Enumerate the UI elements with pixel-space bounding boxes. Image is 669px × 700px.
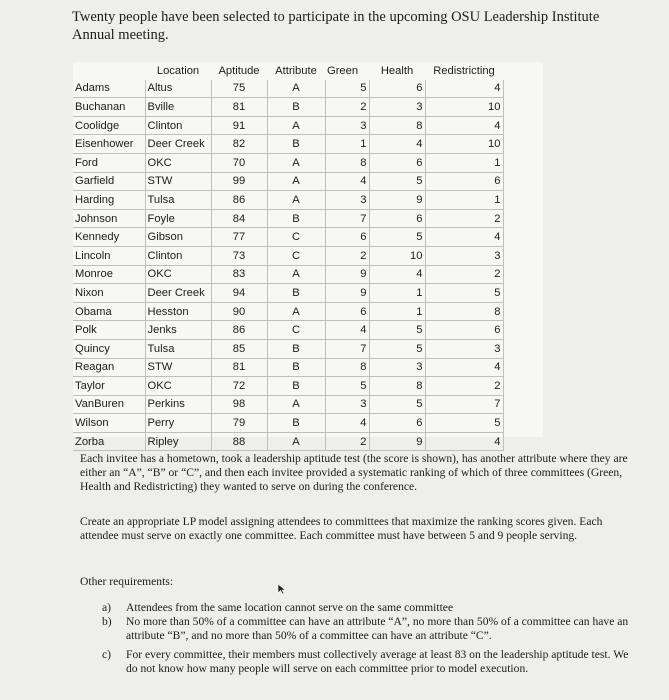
cell-aptitude: 99: [211, 172, 267, 191]
cell-green: 8: [325, 358, 369, 377]
cell-green: 3: [325, 395, 369, 414]
cell-name: Polk: [73, 321, 145, 340]
cell-green: 1: [325, 135, 369, 154]
cell-green: 3: [325, 116, 369, 135]
cell-green: 4: [325, 172, 369, 191]
header-aptitude: Aptitude: [218, 64, 260, 77]
cell-redistricting: 4: [425, 116, 503, 135]
cell-redistricting: 6: [425, 321, 503, 340]
intro-text: Twenty people have been selected to participate in the upcoming OSU Leadership Institute Annual meeting.: [72, 9, 600, 43]
cell-green: 6: [325, 228, 369, 247]
cell-attribute: A: [267, 395, 325, 414]
cell-name: Quincy: [73, 339, 145, 358]
cell-location: OKC: [145, 153, 211, 172]
cell-health: 5: [369, 321, 425, 340]
cell-health: 5: [369, 339, 425, 358]
cell-location: Bville: [145, 98, 211, 117]
cell-health: 6: [369, 414, 425, 433]
cell-green: 4: [325, 321, 369, 340]
cell-location: OKC: [145, 377, 211, 396]
cell-health: 6: [369, 153, 425, 172]
cell-redistricting: 1: [425, 191, 503, 210]
cell-name: Kennedy: [73, 228, 145, 247]
cell-attribute: A: [267, 116, 325, 135]
cell-attribute: C: [267, 246, 325, 265]
header-redistricting: Redistricting: [433, 64, 495, 77]
cell-attribute: A: [267, 302, 325, 321]
table-row: [73, 432, 503, 451]
cell-location: Jenks: [145, 321, 211, 340]
cell-location: Deer Creek: [145, 284, 211, 303]
table-row: [73, 377, 503, 396]
cell-health: 1: [369, 302, 425, 321]
cell-health: 3: [369, 98, 425, 117]
table-row: [73, 284, 503, 303]
cell-health: 10: [369, 246, 425, 265]
cell-aptitude: 86: [211, 321, 267, 340]
cell-redistricting: 10: [425, 135, 503, 154]
cell-green: 5: [325, 377, 369, 396]
cell-aptitude: 83: [211, 265, 267, 284]
cell-name: Taylor: [73, 377, 145, 396]
cell-redistricting: 3: [425, 339, 503, 358]
cell-location: STW: [145, 172, 211, 191]
cell-green: 5: [325, 80, 369, 98]
cell-location: STW: [145, 358, 211, 377]
cell-aptitude: 77: [211, 228, 267, 247]
cell-aptitude: 84: [211, 209, 267, 228]
cell-aptitude: 81: [211, 358, 267, 377]
header-attribute: Attribute: [275, 64, 317, 77]
cell-location: Tulsa: [145, 191, 211, 210]
cell-health: 5: [369, 172, 425, 191]
cell-green: 2: [325, 432, 369, 451]
cell-attribute: B: [267, 358, 325, 377]
table-row: [73, 80, 503, 98]
cell-aptitude: 88: [211, 432, 267, 451]
cell-green: 7: [325, 209, 369, 228]
cell-attribute: A: [267, 265, 325, 284]
cell-redistricting: 4: [425, 80, 503, 98]
cell-redistricting: 10: [425, 98, 503, 117]
requirement-a: [102, 601, 637, 615]
cell-name: Reagan: [73, 358, 145, 377]
cell-name: Obama: [73, 302, 145, 321]
table-row: [73, 339, 503, 358]
cell-redistricting: 2: [425, 209, 503, 228]
cell-aptitude: 82: [211, 135, 267, 154]
cell-green: 3: [325, 191, 369, 210]
cell-name: Ford: [73, 153, 145, 172]
cell-attribute: C: [267, 321, 325, 340]
mouse-cursor-icon: [277, 583, 287, 595]
requirement-c: [102, 648, 637, 676]
cell-attribute: A: [267, 172, 325, 191]
cell-health: 9: [369, 432, 425, 451]
requirement-b: [102, 615, 637, 643]
cell-name: Adams: [73, 80, 145, 98]
cell-name: VanBuren: [73, 395, 145, 414]
table-row: [73, 302, 503, 321]
cell-location: Foyle: [145, 209, 211, 228]
cell-name: Coolidge: [73, 116, 145, 135]
cell-location: Altus: [145, 80, 211, 98]
requirement-text: For every committee, their members must collectively average at least 83 on the leadership aptitude test. We do not know how many people will serve on each committee prior to model execution.: [126, 648, 629, 675]
cell-health: 3: [369, 358, 425, 377]
cell-aptitude: 90: [211, 302, 267, 321]
cell-health: 6: [369, 209, 425, 228]
cell-name: Eisenhower: [73, 135, 145, 154]
cell-location: Perkins: [145, 395, 211, 414]
cell-location: OKC: [145, 265, 211, 284]
cell-attribute: B: [267, 414, 325, 433]
cell-name: Lincoln: [73, 246, 145, 265]
cell-attribute: B: [267, 339, 325, 358]
table-row: [73, 191, 503, 210]
task-paragraph: Create an appropriate LP model assigning attendees to committees that maximize the ranking scores given. Each attendee must serve on exactly one committee. Each committee must have between 5 and 9 people serving.: [80, 515, 603, 543]
cell-health: 5: [369, 395, 425, 414]
requirement-label: c): [102, 648, 112, 661]
cell-attribute: C: [267, 228, 325, 247]
cell-aptitude: 81: [211, 98, 267, 117]
cell-location: Clinton: [145, 116, 211, 135]
table-row: [73, 414, 503, 433]
cell-green: 8: [325, 153, 369, 172]
cell-aptitude: 75: [211, 80, 267, 98]
cell-name: Garfield: [73, 172, 145, 191]
cell-redistricting: 2: [425, 265, 503, 284]
cell-aptitude: 91: [211, 116, 267, 135]
cell-name: Monroe: [73, 265, 145, 284]
cell-aptitude: 85: [211, 339, 267, 358]
cell-attribute: B: [267, 135, 325, 154]
cell-name: Wilson: [73, 414, 145, 433]
cell-attribute: B: [267, 98, 325, 117]
table-row: [73, 172, 503, 191]
cell-location: Gibson: [145, 228, 211, 247]
cell-redistricting: 7: [425, 395, 503, 414]
header-location: Location: [156, 64, 200, 77]
cell-aptitude: 86: [211, 191, 267, 210]
cell-location: Clinton: [145, 246, 211, 265]
cell-green: 7: [325, 339, 369, 358]
cell-location: Ripley: [145, 432, 211, 451]
table-row: [73, 358, 503, 377]
cell-health: 8: [369, 377, 425, 396]
requirement-label: b): [102, 615, 112, 628]
cell-aptitude: 72: [211, 377, 267, 396]
cell-green: 4: [325, 414, 369, 433]
requirement-text: Attendees from the same location cannot serve on the same committee: [126, 601, 454, 614]
cell-name: Johnson: [73, 209, 145, 228]
cell-location: Tulsa: [145, 339, 211, 358]
cell-redistricting: 4: [425, 432, 503, 451]
cell-name: Harding: [73, 191, 145, 210]
table-row: [73, 395, 503, 414]
cell-redistricting: 4: [425, 228, 503, 247]
cell-green: 6: [325, 302, 369, 321]
table-row: [73, 265, 503, 284]
cell-green: 9: [325, 284, 369, 303]
description-paragraph: Each invitee has a hometown, took a leadership aptitude test (the score is shown), has another attribute where they are either an “A”, “B” or “C”, and then each invitee provided a systematic ranking of which of three committees (Green, Health and Redistricting) they wanted to serve on during the conference.: [80, 452, 628, 494]
header-health: Health: [380, 64, 414, 77]
cell-health: 5: [369, 228, 425, 247]
cell-aptitude: 94: [211, 284, 267, 303]
spreadsheet-table: [73, 62, 543, 448]
cell-redistricting: 1: [425, 153, 503, 172]
cell-name: Nixon: [73, 284, 145, 303]
table-row: [73, 153, 503, 172]
data-table: [73, 62, 504, 451]
cell-attribute: B: [267, 209, 325, 228]
cell-aptitude: 73: [211, 246, 267, 265]
cell-health: 8: [369, 116, 425, 135]
table-header-row: [73, 62, 503, 80]
cell-aptitude: 98: [211, 395, 267, 414]
cell-attribute: A: [267, 191, 325, 210]
requirement-label: a): [102, 601, 112, 614]
cell-location: Deer Creek: [145, 135, 211, 154]
cell-attribute: A: [267, 432, 325, 451]
table-row: [73, 98, 503, 117]
cell-location: Perry: [145, 414, 211, 433]
cell-attribute: A: [267, 80, 325, 98]
table-row: [73, 209, 503, 228]
table-row: [73, 135, 503, 154]
cell-green: 9: [325, 265, 369, 284]
cell-health: 1: [369, 284, 425, 303]
cell-green: 2: [325, 246, 369, 265]
cell-redistricting: 8: [425, 302, 503, 321]
requirement-text: No more than 50% of a committee can have an attribute “A”, no more than 50% of a committee can have an attribute “B”, and no more than 50% of a committee can have an attribute “C”.: [126, 615, 629, 642]
cell-health: 6: [369, 80, 425, 98]
cell-redistricting: 5: [425, 284, 503, 303]
cell-health: 9: [369, 191, 425, 210]
cell-redistricting: 4: [425, 358, 503, 377]
header-green: Green: [327, 64, 359, 77]
cell-redistricting: 5: [425, 414, 503, 433]
cell-name: Buchanan: [73, 98, 145, 117]
cell-name: Zorba: [73, 432, 145, 451]
header-name: [73, 62, 145, 80]
cell-attribute: B: [267, 284, 325, 303]
cell-location: Hesston: [145, 302, 211, 321]
cell-health: 4: [369, 135, 425, 154]
cell-redistricting: 2: [425, 377, 503, 396]
table-row: [73, 116, 503, 135]
cell-aptitude: 70: [211, 153, 267, 172]
cell-attribute: B: [267, 377, 325, 396]
cell-redistricting: 6: [425, 172, 503, 191]
cell-green: 2: [325, 98, 369, 117]
other-requirements-heading: Other requirements:: [80, 575, 174, 588]
cell-health: 4: [369, 265, 425, 284]
cell-attribute: A: [267, 153, 325, 172]
table-row: [73, 246, 503, 265]
table-row: [73, 321, 503, 340]
table-row: [73, 228, 503, 247]
cell-redistricting: 3: [425, 246, 503, 265]
cell-aptitude: 79: [211, 414, 267, 433]
